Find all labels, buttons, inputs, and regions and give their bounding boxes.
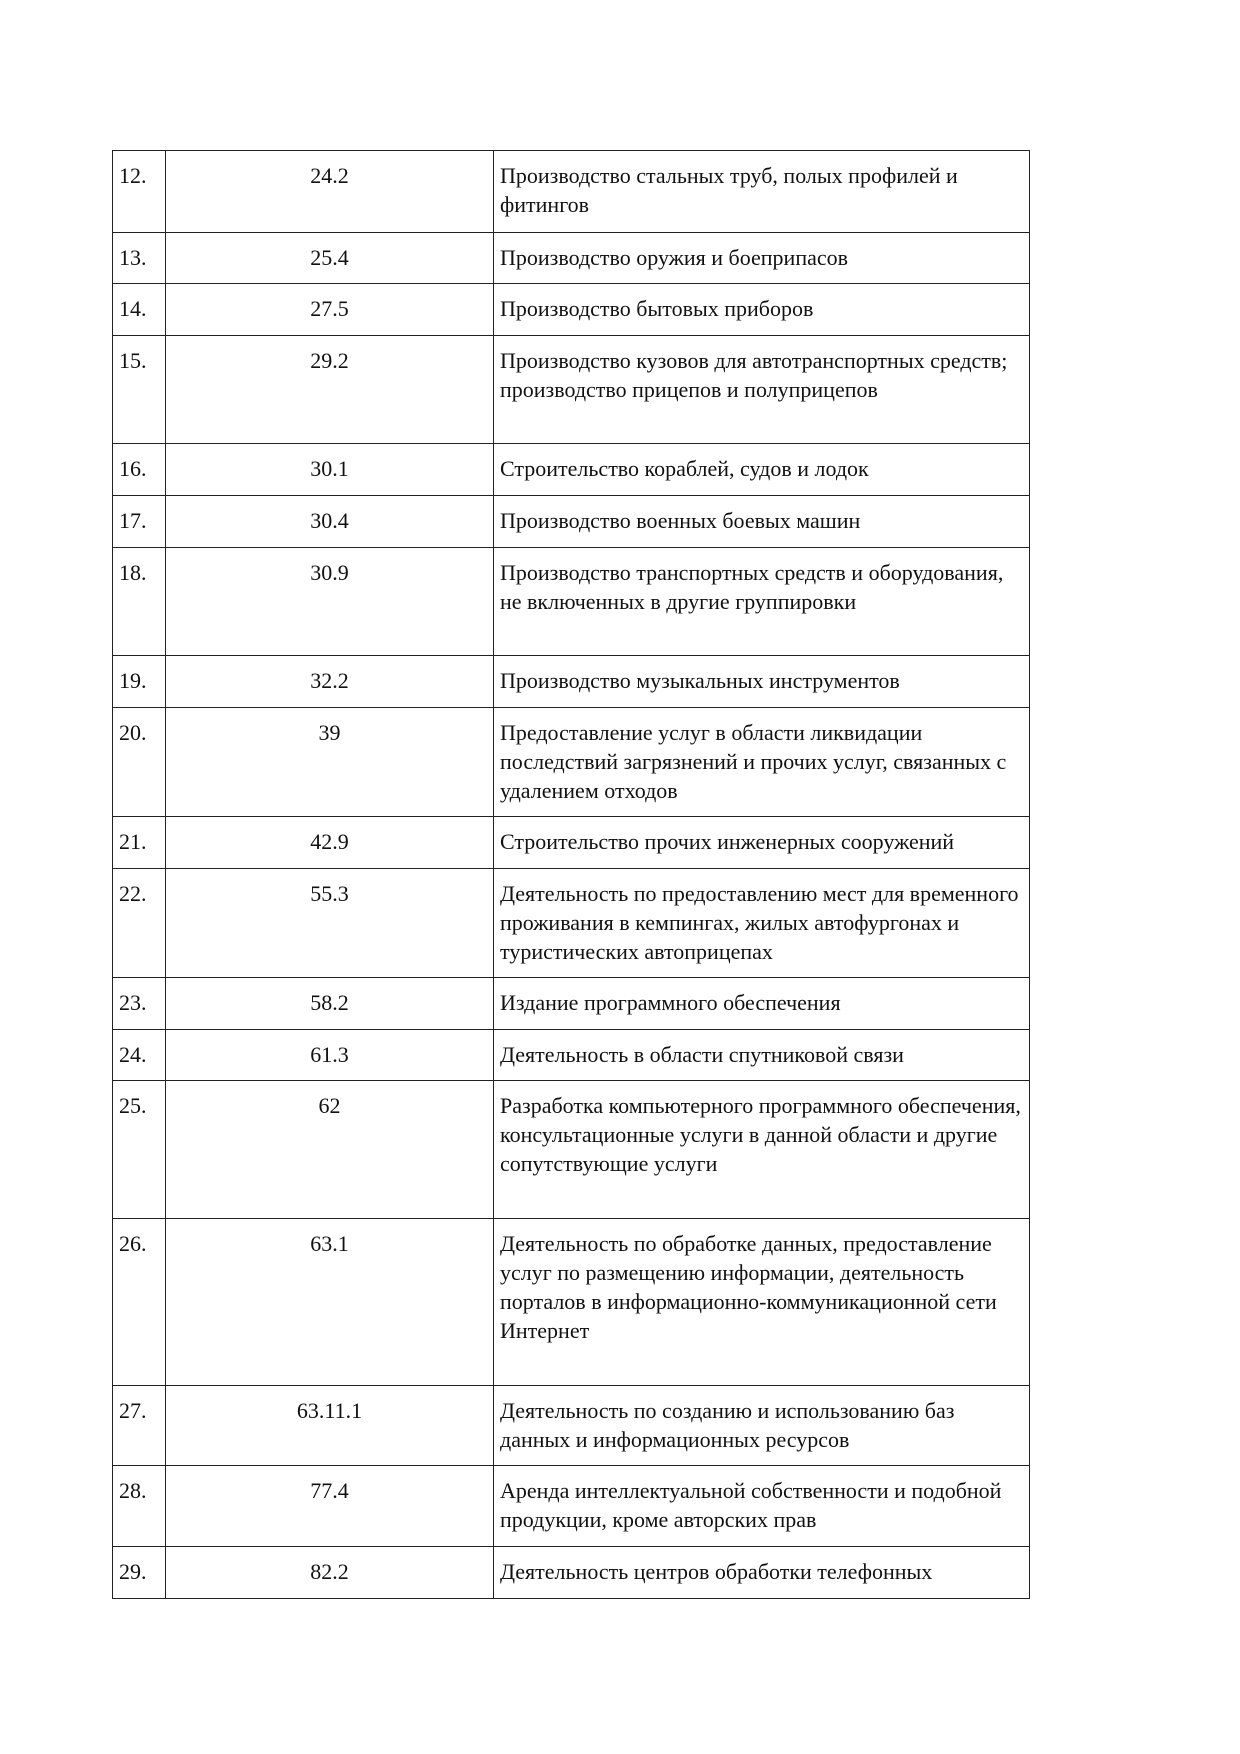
activity-description: Аренда интеллектуальной собственности и подобной продукции, кроме авторских прав (494, 1466, 1030, 1547)
row-number: 18. (113, 548, 166, 656)
row-number: 27. (113, 1386, 166, 1466)
okved-code: 77.4 (166, 1466, 494, 1547)
table-row (113, 869, 1030, 978)
activity-description: Производство кузовов для автотранспортных средств; производство прицепов и полуприцепов (494, 336, 1030, 444)
okved-code: 63.11.1 (166, 1386, 494, 1466)
okved-code: 63.1 (166, 1219, 494, 1386)
row-number: 17. (113, 496, 166, 548)
okved-code: 24.2 (166, 151, 494, 233)
table-row (113, 444, 1030, 496)
table-row (113, 1386, 1030, 1466)
activity-description: Строительство кораблей, судов и лодок (494, 444, 1030, 496)
okved-code: 25.4 (166, 233, 494, 284)
okved-code: 30.4 (166, 496, 494, 548)
okved-code: 29.2 (166, 336, 494, 444)
table-row (113, 1219, 1030, 1386)
activity-description: Производство транспортных средств и оборудования, не включенных в другие группировки (494, 548, 1030, 656)
table-row (113, 284, 1030, 336)
activity-description: Строительство прочих инженерных сооружений (494, 817, 1030, 869)
row-number: 24. (113, 1030, 166, 1081)
table-row (113, 708, 1030, 817)
row-number: 29. (113, 1547, 166, 1599)
row-number: 21. (113, 817, 166, 869)
row-number: 19. (113, 656, 166, 708)
okved-code: 61.3 (166, 1030, 494, 1081)
table-row (113, 496, 1030, 548)
okved-code: 39 (166, 708, 494, 817)
row-number: 26. (113, 1219, 166, 1386)
okved-code: 30.1 (166, 444, 494, 496)
table-row (113, 151, 1030, 233)
table-row (113, 1466, 1030, 1547)
row-number: 22. (113, 869, 166, 978)
table-row (113, 336, 1030, 444)
row-number: 14. (113, 284, 166, 336)
activity-description: Разработка компьютерного программного обеспечения, консультационные услуги в данной области и другие сопутствующие услуги (494, 1081, 1030, 1219)
okved-code: 58.2 (166, 978, 494, 1030)
row-number: 23. (113, 978, 166, 1030)
table-row (113, 1547, 1030, 1599)
table-row (113, 978, 1030, 1030)
table-row (113, 1081, 1030, 1219)
activity-description: Производство стальных труб, полых профилей и фитингов (494, 151, 1030, 233)
activity-description: Производство оружия и боеприпасов (494, 233, 1030, 284)
activity-codes-table (112, 150, 1030, 1599)
table-row (113, 656, 1030, 708)
row-number: 15. (113, 336, 166, 444)
table-row (113, 233, 1030, 284)
activity-description: Деятельность в области спутниковой связи (494, 1030, 1030, 1081)
okved-code: 62 (166, 1081, 494, 1219)
activity-description: Деятельность по обработке данных, предоставление услуг по размещению информации, деятельность порталов в информационно-коммуникационной сети Интернет (494, 1219, 1030, 1386)
table-row (113, 548, 1030, 656)
activity-description: Производство музыкальных инструментов (494, 656, 1030, 708)
activity-description: Производство бытовых приборов (494, 284, 1030, 336)
okved-code: 27.5 (166, 284, 494, 336)
row-number: 16. (113, 444, 166, 496)
okved-code: 32.2 (166, 656, 494, 708)
activity-description: Производство военных боевых машин (494, 496, 1030, 548)
okved-code: 82.2 (166, 1547, 494, 1599)
activity-description: Предоставление услуг в области ликвидации последствий загрязнений и прочих услуг, связанных с удалением отходов (494, 708, 1030, 817)
okved-code: 30.9 (166, 548, 494, 656)
activity-description: Деятельность по созданию и использованию баз данных и информационных ресурсов (494, 1386, 1030, 1466)
activity-description: Издание программного обеспечения (494, 978, 1030, 1030)
row-number: 20. (113, 708, 166, 817)
row-number: 12. (113, 151, 166, 233)
row-number: 25. (113, 1081, 166, 1219)
row-number: 13. (113, 233, 166, 284)
okved-code: 55.3 (166, 869, 494, 978)
table-row (113, 817, 1030, 869)
row-number: 28. (113, 1466, 166, 1547)
activity-description: Деятельность по предоставлению мест для временного проживания в кемпингах, жилых автофургонах и туристических автоприцепах (494, 869, 1030, 978)
okved-code: 42.9 (166, 817, 494, 869)
activity-description: Деятельность центров обработки телефонных (494, 1547, 1030, 1599)
table-row (113, 1030, 1030, 1081)
